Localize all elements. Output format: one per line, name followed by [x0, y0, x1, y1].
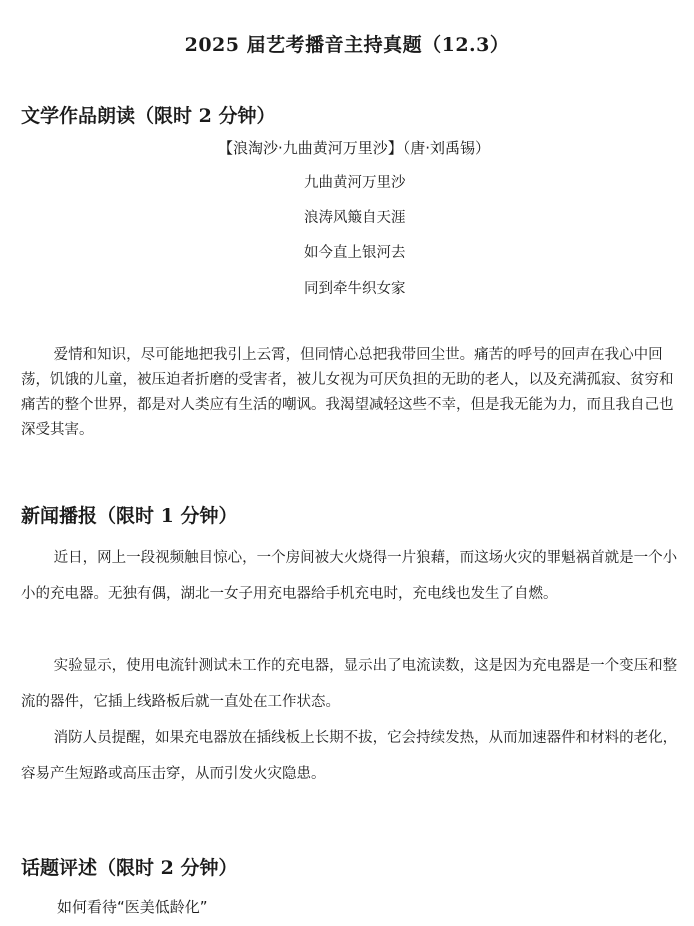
news-paragraph: 近日，网上一段视频触目惊心，一个房间被大火烧得一片狼藉，而这场火灾的罪魁祸首就是一个小小的充电器。无独有偶，湖北一女子用充电器给手机充电时，充电线也发生了自燃。 [21, 550, 678, 602]
news-paragraph: 消防人员提醒，如果充电器放在插线板上长期不拔，它会持续发热，从而加速器件和材料的老化，容易产生短路或高压击穿，从而引发火灾隐患。 [21, 730, 678, 782]
topic-question: 如何看待“医美低龄化” [57, 898, 208, 916]
section-heading-news-broadcast: 新闻播报（限时 1 分钟） [21, 505, 238, 527]
page-title: 2025 届艺考播音主持真题（12.3） [184, 34, 510, 56]
poem-line: 同到牵牛织女家 [304, 281, 406, 297]
section-heading-literary-reading: 文学作品朗读（限时 2 分钟） [21, 105, 276, 127]
poem-title: 【浪淘沙·九曲黄河万里沙】（唐·刘禹锡） [217, 139, 491, 157]
poem-line: 如今直上银河去 [304, 245, 406, 261]
news-paragraph: 实验显示，使用电流针测试未工作的充电器，显示出了电流读数，这是因为充电器是一个变压和整流的器件，它插上线路板后就一直处在工作状态。 [21, 658, 678, 710]
section-heading-topic-commentary: 话题评述（限时 2 分钟） [21, 857, 238, 879]
poem-line: 浪涛风簸自天涯 [304, 210, 406, 226]
prose-paragraph: 爱情和知识，尽可能地把我引上云霄，但同情心总把我带回尘世。痛苦的呼号的回声在我心中回荡，饥饿的儿童，被压迫者折磨的受害者，被儿女视为可厌负担的无助的老人，以及充满孤寂、贫穷和痛苦的整个世界，都是对人类应有生活的嘲讽。我渴望减轻这些不幸，但是我无能为力，而且我自己也深受其害。 [21, 347, 674, 438]
poem-line: 九曲黄河万里沙 [304, 175, 406, 191]
